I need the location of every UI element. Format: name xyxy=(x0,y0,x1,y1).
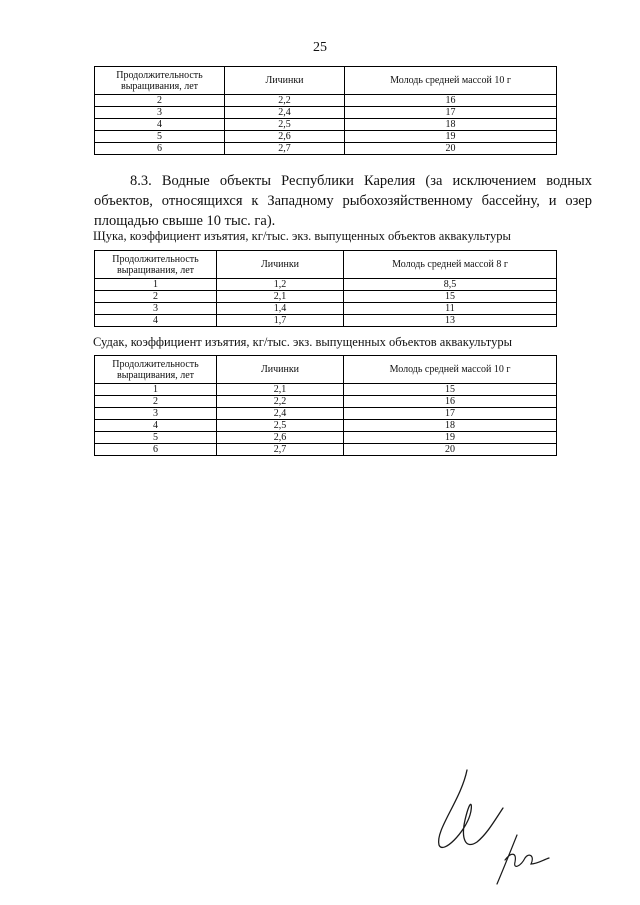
cell-larvae: 2,7 xyxy=(217,444,344,456)
cell-larvae: 1,7 xyxy=(217,315,344,327)
cell-duration: 3 xyxy=(95,303,217,315)
cell-fry: 15 xyxy=(344,384,557,396)
cell-fry: 20 xyxy=(344,444,557,456)
cell-fry: 15 xyxy=(344,291,557,303)
table-row xyxy=(95,408,557,420)
table-row xyxy=(95,396,557,408)
cell-fry: 16 xyxy=(345,95,557,107)
cell-larvae: 2,7 xyxy=(225,143,345,155)
col-header-duration: Продолжительность выращивания, лет xyxy=(95,67,225,95)
table-row xyxy=(95,95,557,107)
section-8-3-paragraph: 8.3. Водные объекты Республики Карелия (за исключением водных объектов, относящихся к Западному рыбохозяйственному бассейну, и озер площадью свыше 10 тыс. га). xyxy=(94,173,592,229)
table-row xyxy=(95,420,557,432)
cell-fry: 8,5 xyxy=(344,279,557,291)
table-row xyxy=(95,291,557,303)
cell-larvae: 2,1 xyxy=(217,384,344,396)
cell-larvae: 2,6 xyxy=(217,432,344,444)
col-header-duration: Продолжительность выращивания, лет xyxy=(95,356,217,384)
table-row xyxy=(95,315,557,327)
cell-duration: 6 xyxy=(95,444,217,456)
cell-fry: 19 xyxy=(344,432,557,444)
pike-caption: Щука, коэффициент изъятия, кг/тыс. экз. выпущенных объектов аквакультуры xyxy=(93,229,511,243)
cell-larvae: 2,6 xyxy=(225,131,345,143)
table-row xyxy=(95,143,557,155)
table-row xyxy=(95,279,557,291)
cell-duration: 6 xyxy=(95,143,225,155)
cell-fry: 19 xyxy=(345,131,557,143)
cell-larvae: 2,2 xyxy=(217,396,344,408)
cell-duration: 3 xyxy=(95,408,217,420)
cell-duration: 3 xyxy=(95,107,225,119)
cell-duration: 2 xyxy=(95,291,217,303)
cell-larvae: 2,5 xyxy=(217,420,344,432)
cell-fry: 18 xyxy=(344,420,557,432)
cell-larvae: 1,2 xyxy=(217,279,344,291)
cell-larvae: 2,1 xyxy=(217,291,344,303)
table-row xyxy=(95,432,557,444)
table-pike xyxy=(94,250,557,327)
col-header-fry: Молодь средней массой 8 г xyxy=(344,251,557,279)
cell-duration: 4 xyxy=(95,119,225,131)
cell-duration: 2 xyxy=(95,95,225,107)
cell-fry: 16 xyxy=(344,396,557,408)
table-row xyxy=(95,384,557,396)
cell-duration: 5 xyxy=(95,131,225,143)
table-row xyxy=(95,303,557,315)
cell-larvae: 1,4 xyxy=(217,303,344,315)
cell-fry: 17 xyxy=(344,408,557,420)
table-zander xyxy=(94,355,557,456)
signature-mark xyxy=(425,760,565,890)
col-header-fry: Молодь средней массой 10 г xyxy=(344,356,557,384)
cell-fry: 13 xyxy=(344,315,557,327)
cell-duration: 2 xyxy=(95,396,217,408)
cell-fry: 11 xyxy=(344,303,557,315)
cell-duration: 4 xyxy=(95,315,217,327)
table-row xyxy=(95,444,557,456)
table-row xyxy=(95,119,557,131)
cell-duration: 5 xyxy=(95,432,217,444)
cell-duration: 4 xyxy=(95,420,217,432)
zander-caption: Судак, коэффициент изъятия, кг/тыс. экз. выпущенных объектов аквакультуры xyxy=(93,335,512,349)
cell-fry: 18 xyxy=(345,119,557,131)
cell-larvae: 2,5 xyxy=(225,119,345,131)
col-header-larvae: Личинки xyxy=(217,356,344,384)
col-header-larvae: Личинки xyxy=(217,251,344,279)
cell-larvae: 2,2 xyxy=(225,95,345,107)
cell-fry: 17 xyxy=(345,107,557,119)
cell-duration: 1 xyxy=(95,279,217,291)
page-number: 25 xyxy=(313,40,327,55)
col-header-fry: Молодь средней массой 10 г xyxy=(345,67,557,95)
cell-duration: 1 xyxy=(95,384,217,396)
col-header-larvae: Личинки xyxy=(225,67,345,95)
table-row xyxy=(95,131,557,143)
table-row xyxy=(95,107,557,119)
col-header-duration: Продолжительность выращивания, лет xyxy=(95,251,217,279)
cell-fry: 20 xyxy=(345,143,557,155)
table-continuation xyxy=(94,66,557,155)
cell-larvae: 2,4 xyxy=(217,408,344,420)
cell-larvae: 2,4 xyxy=(225,107,345,119)
